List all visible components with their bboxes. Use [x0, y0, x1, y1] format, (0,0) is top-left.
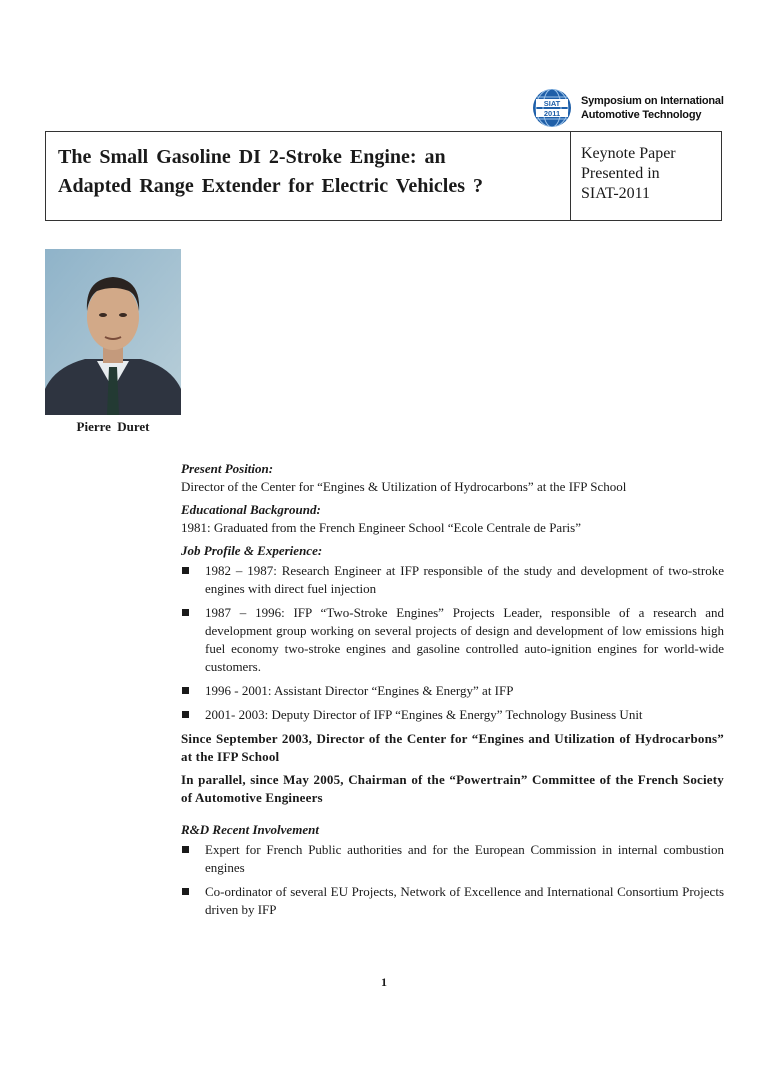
paper-title	[46, 132, 570, 220]
job-list	[181, 562, 724, 724]
education-text: 1981: Graduated from the French Engineer School “Ecole Centrale de Paris”	[181, 520, 581, 535]
since-2003-paragraph: Since September 2003, Director of the Center for “Engines and Utilization of Hydrocarbons” at the IFP School	[181, 731, 724, 764]
author-name: Pierre Duret	[76, 419, 150, 434]
list-item-text: 1996 - 2001: Assistant Director “Engines & Energy” at IFP	[205, 683, 514, 698]
since-2005-paragraph: In parallel, since May 2005, Chairman of the “Powertrain” Committee of the French Society of Automotive Engineers	[181, 772, 724, 805]
rd-list	[181, 841, 724, 919]
list-item	[181, 562, 724, 598]
logo-caption	[581, 94, 724, 122]
present-position-heading: Present Position:	[181, 461, 274, 476]
bullet-square-icon	[182, 567, 189, 574]
list-item	[181, 841, 724, 877]
job-heading: Job Profile & Experience:	[181, 543, 323, 558]
logo-line1: Symposium on International	[581, 95, 724, 107]
bullet-square-icon	[182, 687, 189, 694]
rd-heading: R&D Recent Involvement	[181, 822, 319, 837]
list-item-text: 2001- 2003: Deputy Director of IFP “Engines & Energy” Technology Business Unit	[205, 707, 643, 722]
keynote-line3: SIAT-2011	[581, 185, 651, 202]
page-number: 1	[381, 975, 387, 989]
keynote-line2: Presented in	[581, 165, 660, 182]
list-item	[181, 883, 724, 919]
bullet-square-icon	[182, 888, 189, 895]
bullet-square-icon	[182, 846, 189, 853]
list-item	[181, 682, 724, 700]
title-box	[45, 131, 722, 221]
education-heading: Educational Background:	[181, 502, 321, 517]
list-item-text: Co-ordinator of several EU Projects, Network of Excellence and International Consortium Projects driven by IFP	[205, 884, 724, 917]
logo-year: 2011	[543, 109, 561, 118]
present-position-text: Director of the Center for “Engines & Utilization of Hydrocarbons” at the IFP School	[181, 479, 627, 494]
list-item-text: Expert for French Public authorities and for the European Commission in internal combustion engines	[205, 842, 724, 875]
bullet-square-icon	[182, 609, 189, 616]
siat-logo	[527, 88, 727, 128]
list-item	[181, 604, 724, 676]
keynote-line1: Keynote Paper	[581, 145, 676, 162]
siat-globe-emblem	[527, 88, 577, 128]
keynote-note	[570, 132, 721, 220]
author-photo	[45, 249, 181, 415]
logo-line2: Automotive Technology	[581, 109, 702, 121]
list-item-text: 1987 – 1996: IFP “Two-Stroke Engines” Projects Leader, responsible of a research and development group working on several projects of design and development of low emissions high fuel economy two-stroke engines and gasoline controlled auto-ignition engines for world-wide customers.	[205, 605, 724, 674]
logo-top-letters: SIAT	[543, 99, 561, 108]
paper-title-line2: Adapted Range Extender for Electric Vehicles ?	[58, 175, 484, 197]
paper-title-line1: The Small Gasoline DI 2-Stroke Engine: an	[58, 146, 446, 168]
bullet-square-icon	[182, 711, 189, 718]
bio-content	[181, 460, 724, 925]
portrait-image	[45, 249, 181, 415]
list-item-text: 1982 – 1987: Research Engineer at IFP responsible of the study and development of two-stroke engines with direct fuel injection	[205, 563, 724, 596]
list-item	[181, 706, 724, 724]
